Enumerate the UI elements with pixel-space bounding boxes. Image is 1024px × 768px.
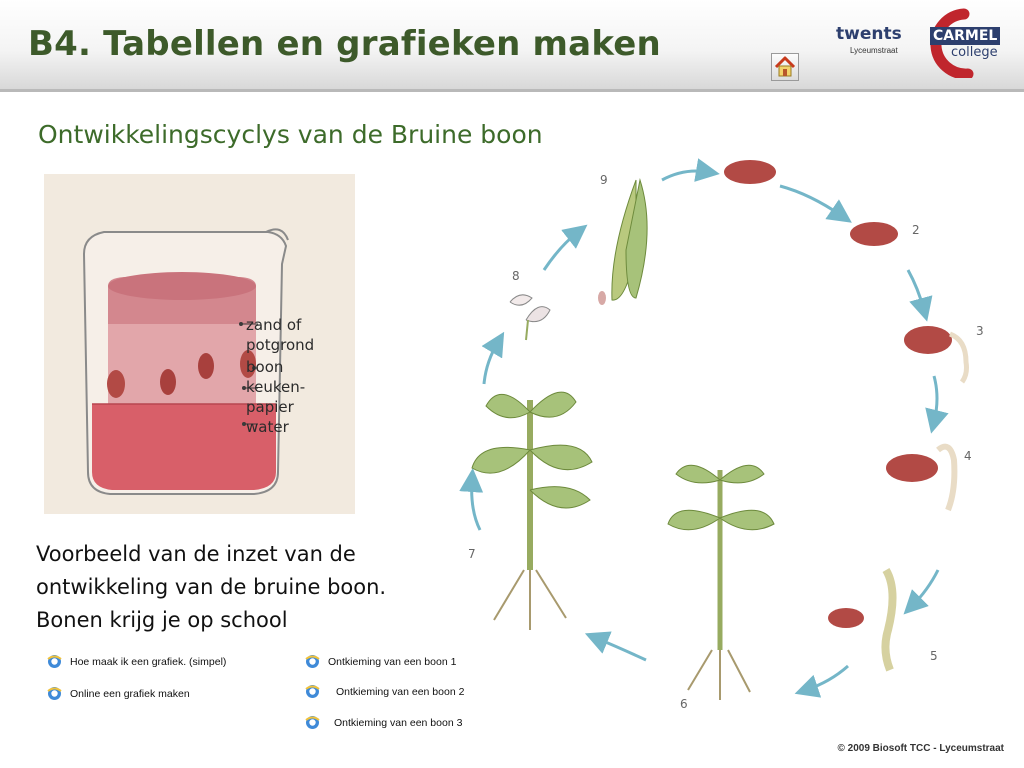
beaker-label-papier: papier [246, 398, 294, 416]
stage-label-7: 7 [468, 547, 476, 561]
beaker-illustration [44, 174, 355, 514]
beaker-label-potgrond: potgrond [246, 336, 315, 354]
home-icon [772, 54, 798, 80]
logo-college-text: college [951, 45, 998, 60]
link-ontkieming-3[interactable] [304, 714, 462, 731]
stage-label-5: 5 [930, 649, 938, 663]
header-bar [0, 0, 1024, 92]
stage-3-bean [904, 326, 952, 354]
stage-2-bean [850, 222, 898, 246]
beaker-label-water: water [246, 418, 289, 436]
internet-explorer-icon [304, 714, 321, 731]
stage-4-bean [886, 454, 938, 482]
bean [107, 370, 125, 398]
internet-explorer-icon [304, 653, 321, 670]
link-label: Hoe maak ik een grafiek. (simpel) [70, 655, 227, 668]
stage-5-seedling [885, 570, 892, 670]
link-label: Ontkieming van een boon 1 [328, 655, 457, 668]
stage-label-4: 4 [964, 449, 972, 463]
slide-title: B4. Tabellen en grafieken maken [28, 24, 661, 64]
section-subtitle: Ontwikkelingscyclys van de Bruine boon [38, 120, 543, 149]
footer-copyright: © 2009 Biosoft TCC - Lyceumstraat [837, 743, 1004, 754]
link-label: Online een grafiek maken [70, 687, 190, 700]
stage-9-bean-pod [598, 180, 647, 305]
link-ontkieming-1[interactable] [304, 653, 456, 670]
bean-lifecycle-illustration [450, 150, 1010, 730]
school-logo [836, 8, 1016, 78]
internet-explorer-icon [304, 683, 321, 700]
cycle-arrows [472, 171, 938, 690]
stage-label-3: 3 [976, 324, 984, 338]
description-line: Voorbeeld van de inzet van de [36, 542, 356, 566]
stage-8-flower [510, 295, 550, 340]
logo-lyceumstraat-text: Lyceumstraat [850, 46, 898, 55]
logo-twents-text: twents [836, 24, 902, 44]
link-grafiek-simpel[interactable] [46, 653, 226, 670]
link-ontkieming-2[interactable] [304, 683, 464, 700]
description-line: Bonen krijg je op school [36, 608, 288, 632]
stage-label-8: 8 [512, 269, 520, 283]
description-line: ontwikkeling van de bruine boon. [36, 575, 387, 599]
stage-label-9: 9 [600, 173, 608, 187]
header-divider [0, 89, 1024, 92]
stage-label-6: 6 [680, 697, 688, 711]
logo-carmel-text: CARMEL [930, 27, 1000, 45]
example-description [36, 538, 476, 637]
beaker-label-zand: zand of [246, 316, 302, 334]
link-label: Ontkieming van een boon 2 [336, 685, 465, 698]
internet-explorer-icon [46, 685, 63, 702]
home-button[interactable] [771, 53, 799, 81]
beaker-label-boon: boon [246, 358, 284, 376]
stage-7-grown-plant [472, 392, 592, 630]
beaker-label-keuken: keuken- [246, 378, 306, 396]
stage-label-2: 2 [912, 223, 920, 237]
bean [198, 353, 214, 379]
link-online-grafiek[interactable] [46, 685, 190, 702]
internet-explorer-icon [46, 653, 63, 670]
stage-6-young-plant [668, 465, 774, 700]
link-label: Ontkieming van een boon 3 [334, 716, 463, 729]
bean [160, 369, 176, 395]
stage-1-bean [724, 160, 776, 184]
